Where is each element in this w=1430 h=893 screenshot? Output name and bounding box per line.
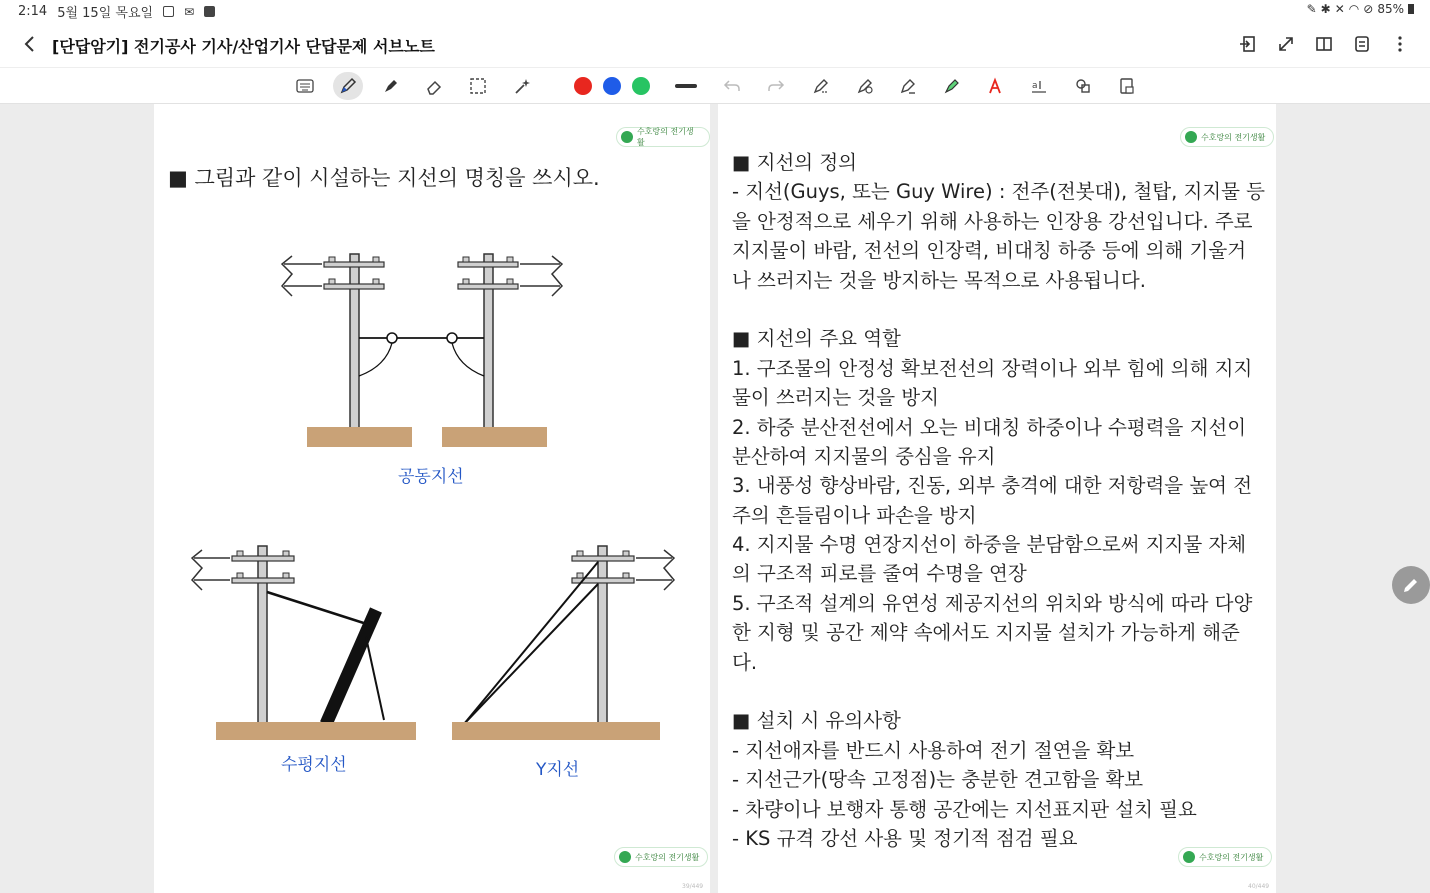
shape-pen-tool[interactable] bbox=[850, 72, 880, 100]
list-icon bbox=[1352, 34, 1372, 54]
battery-icon bbox=[1408, 4, 1414, 14]
note-line: - KS 규격 강선 사용 및 정기적 점검 필요 bbox=[732, 826, 1078, 850]
mail-notification-icon: ✉ bbox=[184, 4, 195, 19]
magic-tool[interactable] bbox=[507, 72, 537, 100]
note-line: 다. bbox=[732, 650, 758, 674]
note-line: 5. 구조적 설계의 유연성 제공지선의 위치와 방식에 따라 다양 bbox=[732, 591, 1253, 615]
lock-page-tool[interactable] bbox=[1112, 72, 1142, 100]
highlight-pen-tool[interactable] bbox=[937, 72, 967, 100]
svg-text:a: a bbox=[1032, 81, 1038, 91]
expand-icon bbox=[1276, 34, 1296, 54]
eraser-tool[interactable] bbox=[419, 72, 449, 100]
bluetooth-icon: ✱ bbox=[1320, 2, 1331, 16]
fullscreen-button[interactable] bbox=[1274, 32, 1298, 56]
mute-icon: ✕ bbox=[1334, 2, 1345, 16]
question-title: ■ 그림과 같이 시설하는 지선의 명칭을 쓰시오. bbox=[168, 166, 600, 190]
keyboard-tool[interactable] bbox=[290, 72, 320, 100]
text-color-tool[interactable] bbox=[980, 72, 1010, 100]
text-a-icon bbox=[986, 77, 1004, 95]
more-vertical-icon bbox=[1390, 34, 1410, 54]
drawing-toolbar bbox=[0, 67, 1430, 104]
note-line: - 차량이나 보행자 통행 공간에는 지선표지판 설치 필요 bbox=[732, 797, 1197, 821]
note-line: 한 지형 및 공간 제약 속에서도 지지물 설치가 가능하게 해준 bbox=[732, 621, 1240, 645]
lasso-tool[interactable] bbox=[463, 72, 493, 100]
app-notification-icon bbox=[204, 6, 215, 17]
keyboard-icon bbox=[296, 79, 314, 93]
note-line: - 지선애자를 반드시 사용하여 전기 절연을 확보 bbox=[732, 738, 1135, 762]
brand-logo-icon bbox=[621, 131, 633, 143]
highlighter-icon bbox=[382, 77, 400, 95]
color-red-swatch[interactable] bbox=[574, 77, 592, 95]
stroke-width-tool[interactable] bbox=[671, 72, 701, 100]
dnd-icon: ⊘ bbox=[1363, 2, 1374, 16]
note-line: 의 구조적 피로를 줄여 수명을 연장 bbox=[732, 562, 1027, 586]
pen-pattern-icon bbox=[812, 77, 830, 95]
document-title: [단답암기] 전기공사 기사/산업기사 단답문제 서브노트 bbox=[52, 37, 435, 56]
note-line: 4. 지지물 수명 연장지선이 하중을 분담함으로써 지지물 자체 bbox=[732, 533, 1247, 557]
brand-logo-icon bbox=[1183, 851, 1195, 863]
note-line: 지지물이 바람, 전선의 인장력, 비대칭 하중 등에 의해 기울거 bbox=[732, 239, 1247, 263]
brand-badge bbox=[1180, 127, 1274, 147]
export-button[interactable] bbox=[1236, 32, 1260, 56]
status-date: 5월 15일 목요일 bbox=[57, 6, 154, 21]
brand-logo-icon bbox=[1185, 131, 1197, 143]
horizontal-guy-label: 수평지선 bbox=[281, 755, 347, 775]
page-number: 39/449 bbox=[682, 883, 704, 890]
brand-text: 수호랑의 전기생활 bbox=[1199, 852, 1264, 862]
eraser-icon bbox=[425, 77, 443, 95]
redo-icon bbox=[767, 79, 785, 93]
blank-line bbox=[732, 295, 1262, 324]
note-line: - 지선(Guys, 또는 Guy Wire) : 전주(전봇대), 철탑, 지지물 등 bbox=[732, 180, 1266, 204]
brand-badge-footer bbox=[614, 847, 708, 867]
color-green-swatch[interactable] bbox=[632, 77, 650, 95]
page-list-button[interactable] bbox=[1350, 32, 1374, 56]
stroke-width-icon bbox=[675, 83, 697, 89]
horizontal-guy-figure bbox=[188, 542, 418, 744]
shapes-tool[interactable] bbox=[1068, 72, 1098, 100]
undo-icon bbox=[723, 79, 741, 93]
selection-icon bbox=[469, 77, 487, 95]
note-line: ■ 설치 시 유의사항 bbox=[732, 709, 901, 733]
document-lock-icon bbox=[1118, 77, 1136, 95]
brand-badge bbox=[616, 127, 710, 147]
book-icon bbox=[1314, 34, 1334, 54]
more-options-button[interactable] bbox=[1388, 32, 1412, 56]
status-time: 2:14 bbox=[18, 4, 48, 19]
note-line: 물이 쓰러지는 것을 방지 bbox=[732, 386, 939, 410]
brand-text: 수호랑의 전기생활 bbox=[636, 127, 694, 147]
y-guy-label: Y지선 bbox=[536, 760, 580, 780]
back-button[interactable] bbox=[18, 32, 42, 56]
title-bar bbox=[0, 22, 1430, 67]
pencil-icon bbox=[1401, 575, 1421, 595]
status-bar bbox=[0, 0, 1430, 22]
note-line: ■ 지선의 주요 역할 bbox=[732, 327, 901, 351]
text-box-tool[interactable] bbox=[1024, 72, 1054, 100]
y-guy-figure bbox=[448, 542, 680, 744]
note-line: 1. 구조물의 안정성 확보전선의 장력이나 외부 힘에 의해 지지 bbox=[732, 356, 1253, 380]
note-text bbox=[732, 148, 1266, 853]
color-blue-swatch[interactable] bbox=[603, 77, 621, 95]
right-page[interactable] bbox=[718, 104, 1276, 893]
brand-text: 수호랑의 전기생활 bbox=[1201, 132, 1266, 142]
highlighter-tool[interactable] bbox=[376, 72, 406, 100]
common-guy-figure bbox=[274, 244, 574, 449]
wifi-icon: ◠ bbox=[1348, 2, 1360, 16]
note-line: 분산하여 지지물의 중심을 유지 bbox=[732, 444, 996, 468]
fountain-pen-icon bbox=[899, 77, 917, 95]
sparkle-wand-icon bbox=[513, 77, 531, 95]
export-icon bbox=[1238, 34, 1258, 54]
pen-icon bbox=[339, 77, 357, 95]
floating-pen-button[interactable] bbox=[1392, 566, 1430, 604]
pen-shape-icon bbox=[856, 77, 874, 95]
note-line: 주의 흔들림이나 파손을 방지 bbox=[732, 503, 977, 527]
note-line: 을 안정적으로 세우기 위해 사용하는 인장용 강선입니다. 주로 bbox=[732, 209, 1253, 233]
fountain-pen-tool[interactable] bbox=[893, 72, 923, 100]
text-box-icon bbox=[1030, 77, 1048, 95]
gallery-notification-icon bbox=[163, 6, 174, 17]
back-arrow-icon bbox=[18, 32, 42, 56]
blank-line bbox=[732, 677, 1262, 706]
pen-status-icon: ✎ bbox=[1306, 2, 1317, 16]
redo-button[interactable] bbox=[761, 72, 791, 100]
brand-badge-footer bbox=[1178, 847, 1272, 867]
page-number: 40/449 bbox=[1248, 883, 1270, 890]
brand-text: 수호랑의 전기생활 bbox=[635, 852, 700, 862]
note-line: 2. 하중 분산전선에서 오는 비대칭 하중이나 수평력을 지선이 bbox=[732, 415, 1247, 439]
battery-level: 85% bbox=[1377, 2, 1404, 16]
note-line: 3. 내풍성 향상바람, 진동, 외부 충격에 대한 저항력을 높여 전 bbox=[732, 474, 1253, 498]
note-line: ■ 지선의 정의 bbox=[732, 151, 858, 174]
marker-icon bbox=[943, 77, 961, 95]
common-guy-label: 공동지선 bbox=[398, 467, 464, 487]
pen-settings-tool[interactable] bbox=[806, 72, 836, 100]
note-line: 나 쓰러지는 것을 방지하는 목적으로 사용됩니다. bbox=[732, 268, 1146, 292]
note-line: - 지선근가(땅속 고정점)는 충분한 견고함을 확보 bbox=[732, 768, 1144, 792]
shapes-icon bbox=[1074, 77, 1092, 95]
undo-button[interactable] bbox=[717, 72, 747, 100]
pen-tool[interactable] bbox=[333, 72, 363, 100]
brand-logo-icon bbox=[619, 851, 631, 863]
left-page[interactable] bbox=[154, 104, 710, 893]
page-view-button[interactable] bbox=[1312, 32, 1336, 56]
